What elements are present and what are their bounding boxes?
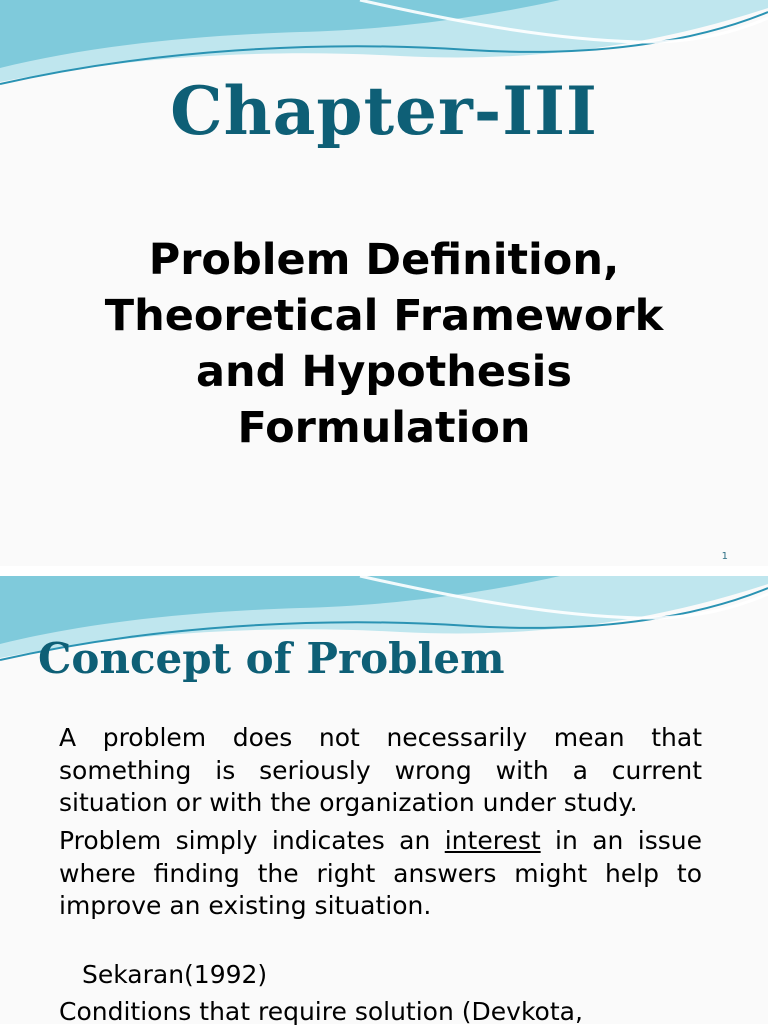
underlined-term: interest (444, 826, 541, 855)
subtitle-line: Problem Definition, (148, 235, 620, 285)
slide-number: 1 (721, 551, 728, 562)
slide-title: Concept of Problem (38, 634, 505, 683)
body-paragraph: Conditions that require solution (Devkota, (59, 997, 583, 1026)
subtitle-line: Formulation (237, 403, 531, 453)
text-run: in an issue where finding the right answers might help to improve an existing situation. (59, 826, 702, 920)
slide-gap (0, 566, 768, 576)
subtitle-line: Theoretical Framework (104, 291, 664, 341)
chapter-subtitle (40, 232, 728, 456)
subtitle-line: and Hypothesis (196, 347, 572, 397)
body-paragraph: A problem does not necessarily mean that something is seriously wrong with a current situation or with the organization under study. (59, 723, 702, 817)
chapter-title: Chapter-III (170, 72, 598, 150)
body-paragraph (59, 825, 702, 923)
text-run: Problem simply indicates an (59, 826, 445, 855)
citation: Sekaran(1992) (82, 960, 268, 989)
